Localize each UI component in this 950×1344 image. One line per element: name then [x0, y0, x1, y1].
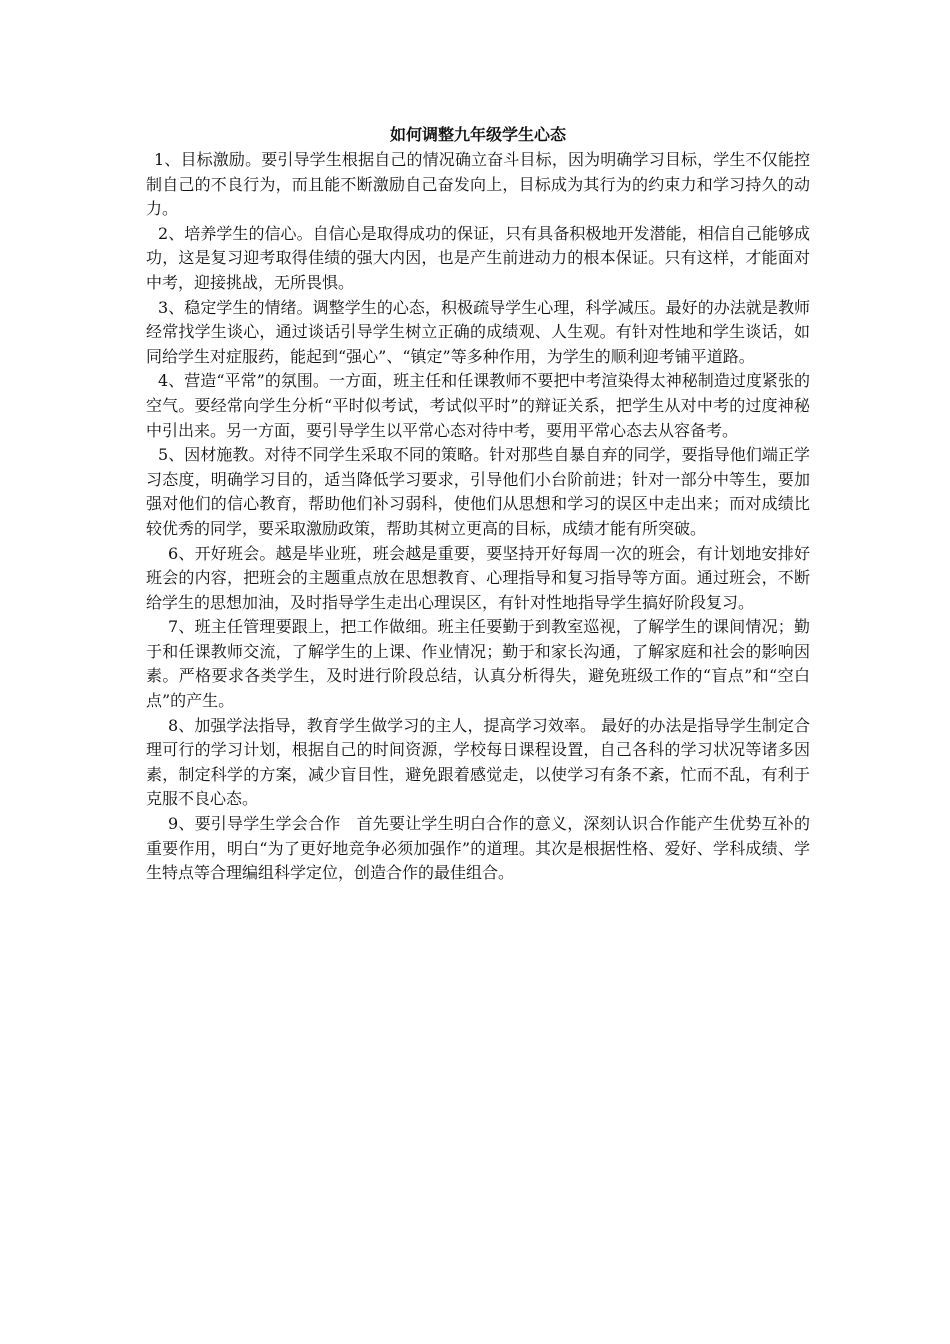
- paragraph-number: 6、: [168, 543, 195, 563]
- paragraph-text: 稳定学生的情绪。调整学生的心态，积极疏导学生心理，科学减压。最好的办法就是教师经常找学生谈心，通过谈话引导学生树立正确的成绩观、人生观。有针对性地和学生谈话，如同给学生对症服药，能起到“强心”、“镇定”等多种作用，为学生的顺利迎考铺平道路。: [146, 297, 810, 366]
- paragraph-number: 1、: [154, 150, 181, 169]
- paragraph-5: [146, 443, 810, 541]
- paragraph-2: [146, 222, 810, 296]
- paragraph-8: [146, 714, 810, 812]
- paragraph-6: [146, 542, 810, 616]
- paragraph-number: 4、: [158, 371, 185, 391]
- paragraph-number: 9、: [168, 814, 195, 834]
- paragraph-text: 营造“平常”的氛围。一方面，班主任和任课教师不要把中考渲染得太神秘制造过度紧张的空气。要经常向学生分析“平时似考试，考试似平时”的辩证关系，把学生从对中考的过度神秘中引出来。另一方面，要引导学生以平常心态对待中考，要用平常心态去从容备考。: [146, 371, 810, 440]
- paragraph-text: 加强学法指导，教育学生做学习的主人，提高学习效率。 最好的办法是指导学生制定合理可行的学习计划，根据自己的时间资源，学校每日课程设置，自己各科的学习状况等诸多因素，制定科学的方案，减少盲目性，避免跟着感觉走，以使学习有条不紊，忙而不乱，有利于克服不良心态。: [146, 715, 810, 809]
- paragraph-3: [146, 296, 810, 370]
- paragraph-text: 因材施教。对待不同学生采取不同的策略。针对那些自暴自弃的同学，要指导他们端正学习态度，明确学习目的，适当降低学习要求，引导他们小台阶前进；针对一部分中等生，要加强对他们的信心教育，帮助他们补习弱科，使他们从思想和学习的误区中走出来；而对成绩比较优秀的同学，要采取激励政策，帮助其树立更高的目标，成绩才能有所突破。: [146, 445, 810, 538]
- paragraph-text: 要引导学生学会合作 首先要让学生明白合作的意义，深刻认识合作能产生优势互补的重要作用，明白“为了更好地竞争必须加强作”的道理。其次是根据性格、爱好、学科成绩、学生特点等合理编组科学定位，创造合作的最佳组合。: [146, 814, 810, 883]
- paragraph-text: 目标激励。要引导学生根据自己的情况确立奋斗目标，因为明确学习目标，学生不仅能控制自己的不良行为，而且能不断激励自己奋发向上，目标成为其行为的约束力和学习持久的动力。: [146, 150, 810, 219]
- paragraph-number: 2、: [158, 223, 185, 243]
- paragraph-9: [146, 812, 810, 886]
- paragraph-1: [146, 148, 810, 222]
- document-body: [146, 124, 810, 886]
- paragraph-number: 7、: [168, 617, 195, 637]
- paragraph-4: [146, 369, 810, 443]
- paragraph-text: 班主任管理要跟上，把工作做细。班主任要勤于到教室巡视，了解学生的课间情况；勤于和任课教师交流，了解学生的上课、作业情况；勤于和家长沟通，了解家庭和社会的影响因素。严格要求各类学生，及时进行阶段总结，认真分析得失，避免班级工作的“盲点”和“空白点”的产生。: [146, 617, 810, 711]
- paragraph-number: 8、: [168, 715, 195, 735]
- paragraph-number: 5、: [158, 445, 185, 465]
- paragraph-text: 开好班会。越是毕业班，班会越是重要，要坚持开好每周一次的班会，有计划地安排好班会的内容，把班会的主题重点放在思想教育、心理指导和复习指导等方面。通过班会，不断给学生的思想加油，及时指导学生走出心理误区，有针对性地指导学生搞好阶段复习。: [146, 543, 810, 612]
- paragraph-number: 3、: [158, 297, 185, 317]
- document-title: 如何调整九年级学生心态: [389, 125, 566, 144]
- paragraph-text: 培养学生的信心。自信心是取得成功的保证，只有具备积极地开发潜能，相信自己能够成功，这是复习迎考取得佳绩的强大内因，也是产生前进动力的根本保证。只有这样，才能面对中考，迎接挑战，无所畏惧。: [146, 223, 810, 292]
- paragraph-7: [146, 615, 810, 713]
